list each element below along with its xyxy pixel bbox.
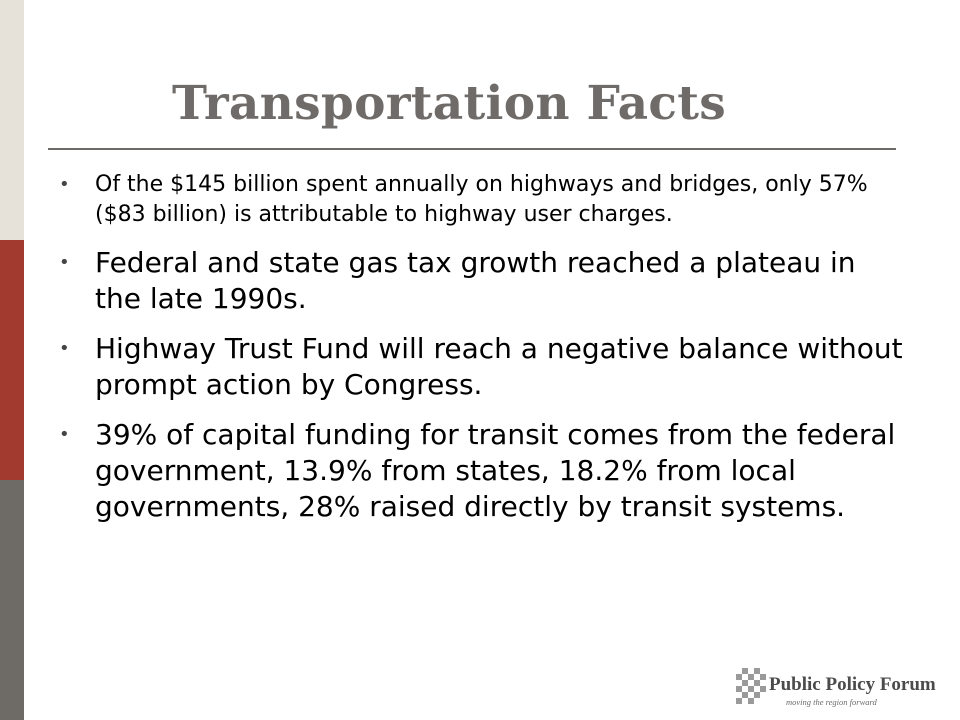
bullet-text: Highway Trust Fund will reach a negative balance without prompt action by Congress.	[95, 332, 903, 401]
bullet-dot-icon: •	[59, 252, 70, 273]
bullet-text: Of the $145 billion spent annually on highways and bridges, only 57% ($83 billion) is attributable to highway user charges.	[95, 172, 868, 227]
bullet-item	[48, 331, 908, 403]
bullet-text: Federal and state gas tax growth reached a plateau in the late 1990s.	[95, 246, 856, 315]
bullet-dot-icon: •	[59, 174, 70, 195]
bullet-item	[48, 245, 908, 317]
bullet-item	[48, 170, 908, 230]
bullet-list	[48, 170, 908, 539]
public-policy-forum-logo	[736, 666, 950, 710]
logo-tagline: moving the region forward	[786, 697, 877, 707]
bullet-dot-icon: •	[59, 424, 70, 445]
side-band-bottom	[0, 480, 24, 720]
bullet-item	[48, 417, 908, 525]
logo-name: Public Policy Forum	[769, 674, 936, 695]
side-band-top	[0, 0, 24, 240]
slide-title: Transportation Facts	[172, 76, 727, 131]
checker-grid-icon	[736, 668, 766, 704]
bullet-text: 39% of capital funding for transit comes from the federal government, 13.9% from states, 18.2% from local governments, 28% raised directly by transit systems.	[95, 418, 896, 523]
title-divider	[48, 148, 896, 150]
bullet-dot-icon: •	[59, 338, 70, 359]
side-band-middle	[0, 240, 24, 480]
